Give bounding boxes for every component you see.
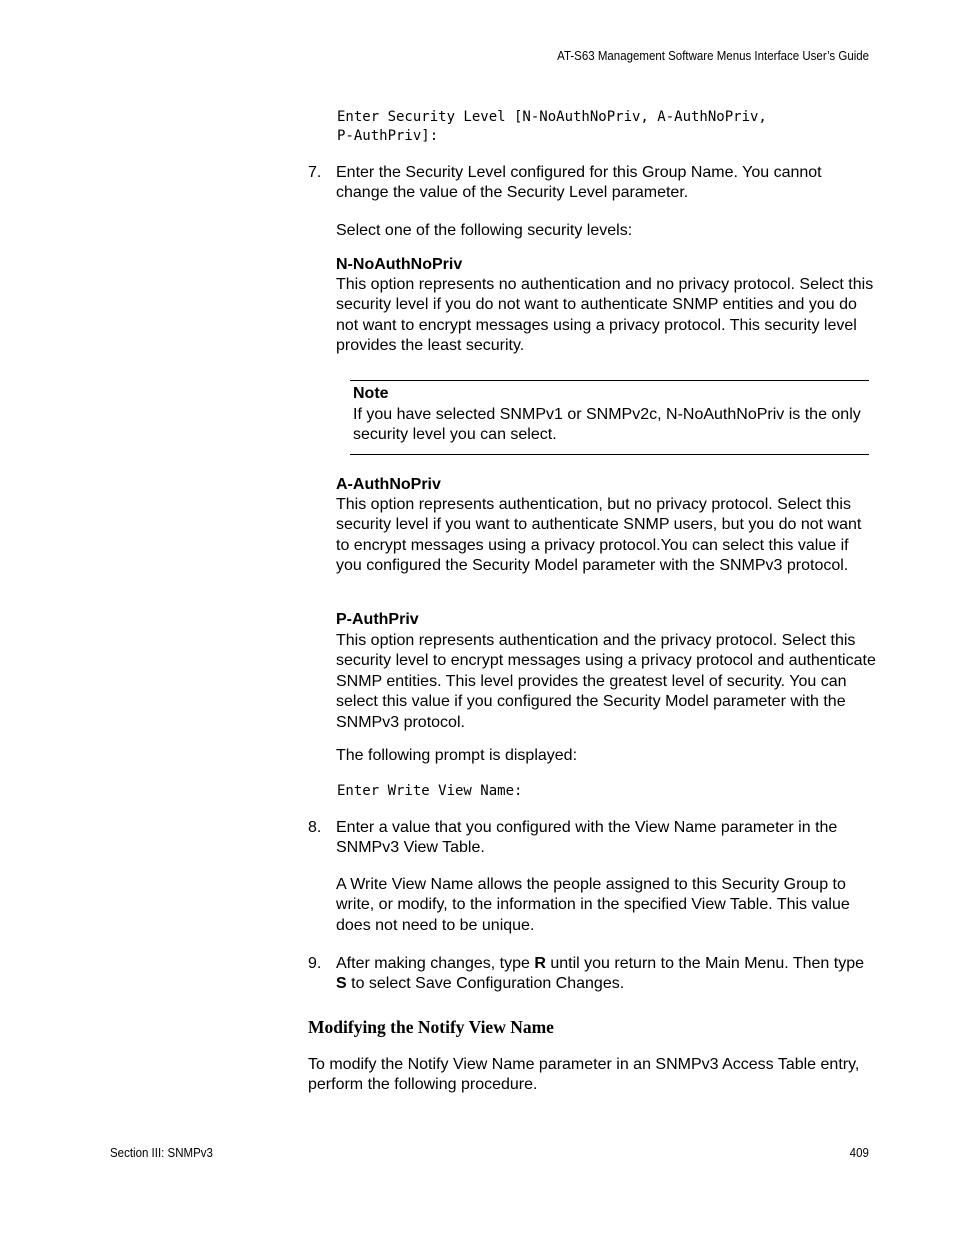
write-view-prompt: Enter Write View Name: — [337, 783, 523, 799]
security-level-prompt-line1: Enter Security Level [N-NoAuthNoPriv, A-AuthNoPriv, — [337, 109, 767, 125]
section-heading: Modifying the Notify View Name — [308, 1017, 554, 1037]
footer-page-number: 409 — [849, 1146, 869, 1160]
step-8-number: 8. — [308, 819, 322, 836]
level-p-title: P-AuthPriv — [336, 611, 419, 628]
prompt-displayed-text: The following prompt is displayed: — [336, 747, 578, 764]
level-n-title: N-NoAuthNoPriv — [336, 256, 463, 273]
level-n-description: This option represents no authentication and no privacy protocol. Select this security level if you do not want to authenticate SNMP entities and you do not want to encrypt messages using a privacy protocol. This security level provides the least security. — [336, 276, 874, 355]
step-7-number: 7. — [308, 164, 322, 181]
step-8-detail: A Write View Name allows the people assigned to this Security Group to write, or modify, to the information in the specified View Table. This value does not need to be unique. — [336, 876, 850, 934]
running-header: AT-S63 Management Software Menus Interface User’s Guide — [557, 49, 869, 63]
note-box — [350, 380, 869, 455]
step-7-text: Enter the Security Level configured for this Group Name. You cannot change the value of the Security Level parameter. — [336, 164, 822, 202]
security-level-prompt-line2: P-AuthPriv]: — [337, 128, 439, 144]
key-r: R — [534, 955, 546, 972]
note-title: Note — [353, 385, 389, 402]
select-levels-text: Select one of the following security levels: — [336, 222, 633, 239]
section-intro: To modify the Notify View Name parameter in an SNMPv3 Access Table entry, perform the following procedure. — [308, 1056, 860, 1094]
key-s: S — [336, 975, 347, 993]
step-9-text: After making changes, type R until you return to the Main Menu. Then type S to select Save Configuration Changes. — [336, 955, 864, 993]
footer-section: Section III: SNMPv3 — [110, 1146, 213, 1160]
level-a-title: A-AuthNoPriv — [336, 476, 441, 493]
note-text: If you have selected SNMPv1 or SNMPv2c, N-NoAuthNoPriv is the only security level you can select. — [353, 406, 861, 444]
step-8-text: Enter a value that you configured with the View Name parameter in the SNMPv3 View Table. — [336, 819, 838, 857]
step-9-number: 9. — [308, 955, 322, 972]
level-a-description: This option represents authentication, but no privacy protocol. Select this security level if you want to authenticate SNMP users, but you do not want to encrypt messages using a privacy protocol.You can select this value if you configured the Security Model parameter with the SNMPv3 protocol. — [336, 496, 862, 575]
level-p-description: This option represents authentication and the privacy protocol. Select this security level to encrypt messages using a privacy protocol and authenticate SNMP entities. This level provides the greatest level of security. You can select this value if you configured the Security Model parameter with the SNMPv3 protocol. — [336, 632, 876, 731]
